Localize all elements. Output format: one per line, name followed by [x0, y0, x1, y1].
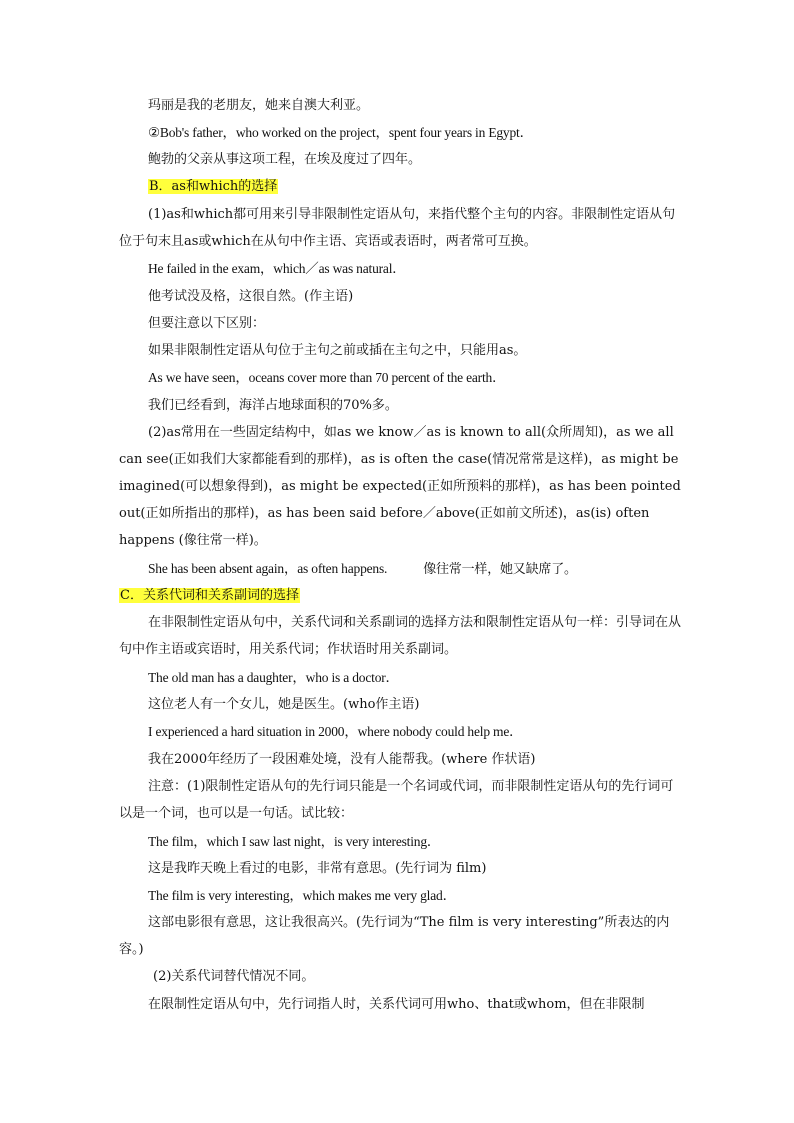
text-line [148, 560, 684, 579]
chinese-translation: 像往常一样，她又缺席了。 [423, 562, 577, 577]
text-line: The film，which I saw last night，is very interesting． [148, 834, 441, 849]
text-line: 我们已经看到，海洋占地球面积的70%多。 [148, 398, 398, 413]
text-line: 这位老人有一个女儿，她是医生。(who作主语) [148, 697, 420, 712]
text-line: ②Bob's father，who worked on the project，spent four years in Egypt． [148, 125, 533, 140]
paragraph: 在非限制性定语从句中，关系代词和关系副词的选择方法和限制性定语从句一样：引导词在从句中作主语或宾语时，用关系代词；作状语时用关系副词。 [119, 615, 682, 657]
paragraph: (2)as常用在一些固定结构中，如as we know／as is known to all(众所周知)，as we all can see(正如我们大家都能看到的那样)，as is often the case(情况常常是这样)，as might be imagined(可以想象得到)，as might be expected(正如所预料的那样)，as has been pointed out(正如所指出的那样)，as has been said before／above(正如前文所述)，as(is) often happens (像往常一样)。 [119, 425, 681, 548]
paragraph: 注意：(1)限制性定语从句的先行词只能是一个名词或代词，而非限制性定语从句的先行词可以是一个词，也可以是一句话。试比较： [119, 779, 674, 821]
text-line: 但要注意以下区别： [148, 316, 266, 331]
section-heading-b [148, 178, 684, 196]
text-line: 他考试没及格，这很自然。(作主语) [148, 289, 354, 304]
english-sentence: She has been absent again，as often happens. [148, 561, 388, 576]
text-line: He failed in the exam，which／as was natural． [148, 261, 406, 276]
section-heading-c [119, 587, 684, 605]
text-line: 我在2000年经历了一段困难处境，没有人能帮我。(where 作状语) [148, 752, 536, 767]
text-line: 如果非限制性定语从句位于主句之前或插在主句之中，只能用as。 [148, 343, 527, 358]
highlighted-heading: C．关系代词和关系副词的选择 [120, 588, 299, 603]
text-line: The old man has a daughter，who is a doctor． [148, 670, 399, 685]
text-line: (2)关系代词替代情况不同。 [153, 969, 315, 984]
text-line: 这是我昨天晚上看过的电影，非常有意思。(先行词为 film) [148, 861, 487, 876]
text-line: 在限制性定语从句中，先行词指人时，关系代词可用who、that或whom，但在非限制 [148, 997, 645, 1012]
text-line: 玛丽是我的老朋友，她来自澳大利亚。 [148, 98, 370, 113]
text-line: 鲍勃的父亲从事这项工程，在埃及度过了四年。 [148, 152, 422, 167]
text-line: I experienced a hard situation in 2000，where nobody could help me． [148, 724, 523, 739]
highlighted-heading: B．as和which的选择 [149, 179, 278, 194]
text-line: The film is very interesting，which makes me very glad． [148, 888, 456, 903]
paragraph: (1)as和which都可用来引导非限制性定语从句，来指代整个主句的内容。非限制性定语从句位于句末且as或which在从句中作主语、宾语或表语时，两者常可互换。 [119, 207, 676, 249]
paragraph: 这部电影很有意思，这让我很高兴。(先行词为“The film is very interesting”所表达的内容。) [119, 915, 670, 957]
text-line: As we have seen，oceans cover more than 70 percent of the earth． [148, 370, 506, 385]
